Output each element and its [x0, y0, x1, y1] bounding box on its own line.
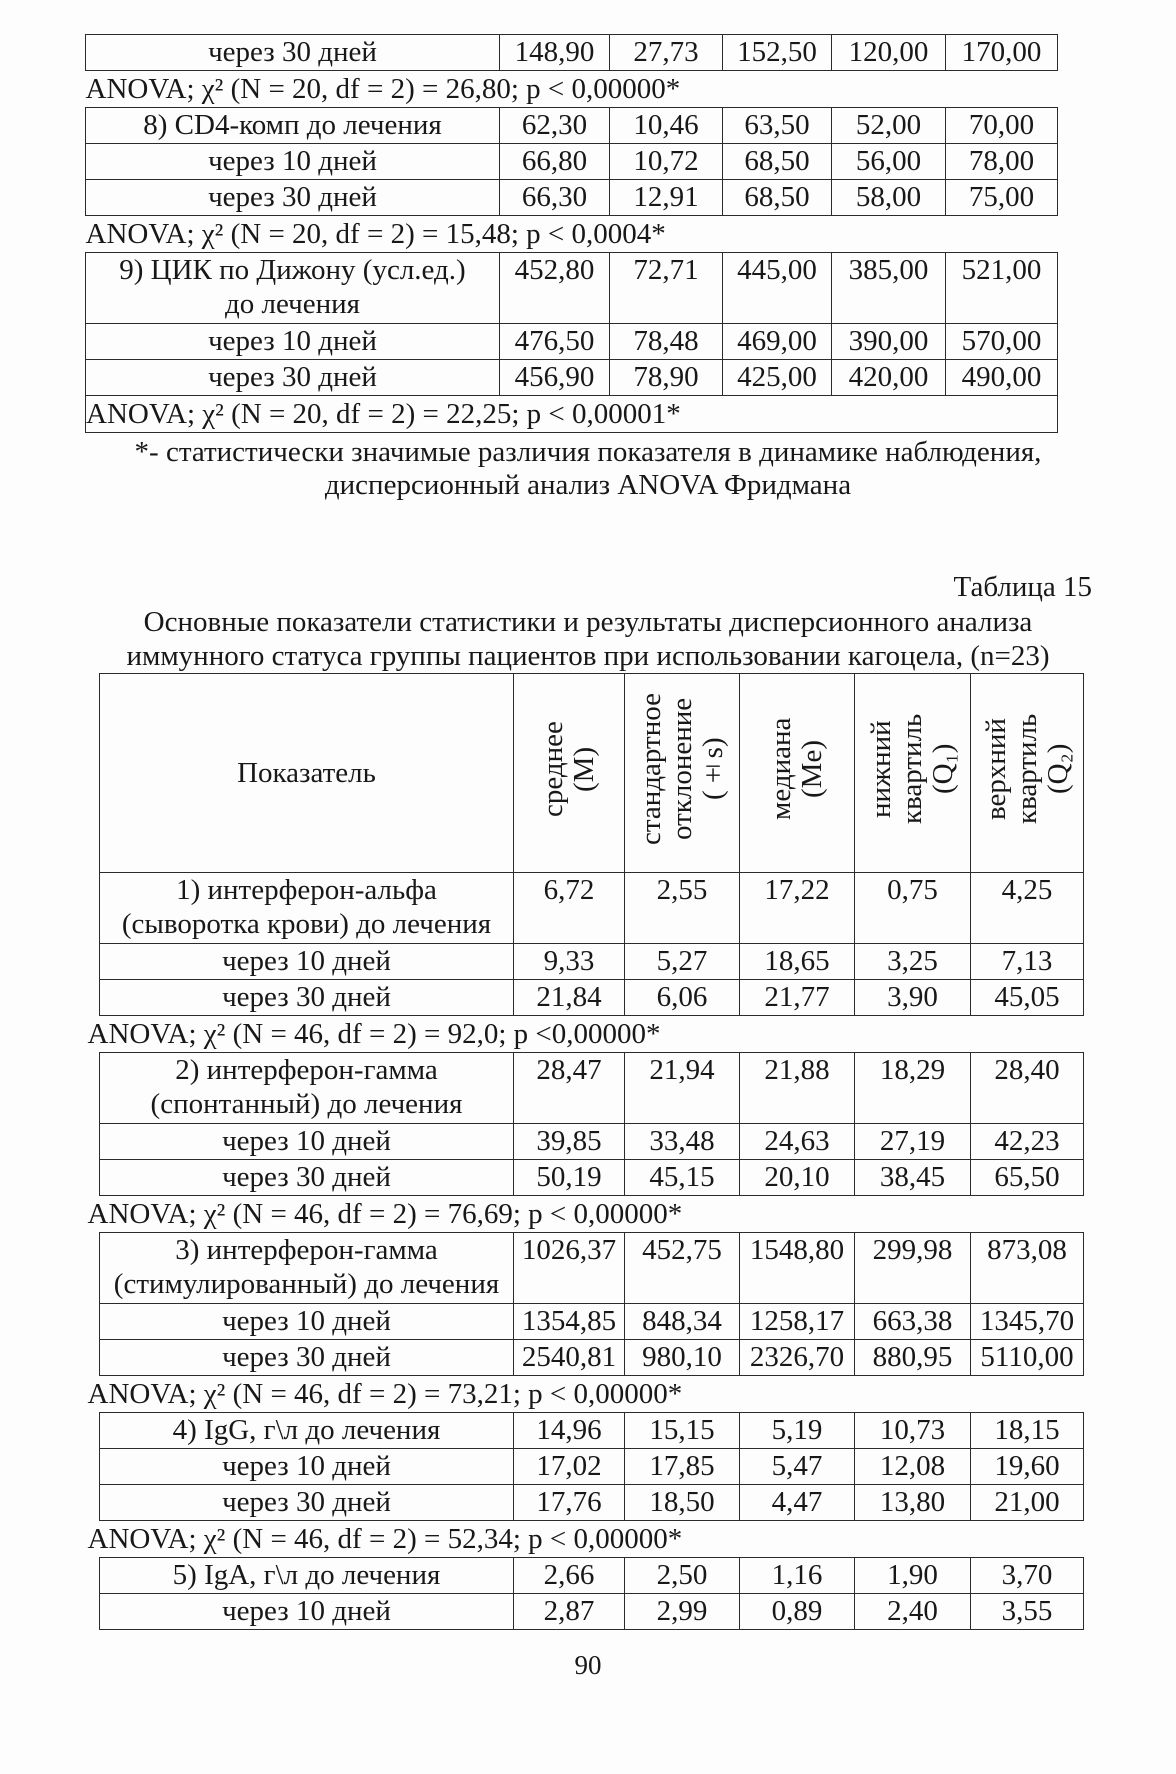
mean-value: 66,80 — [500, 144, 610, 180]
anova-cell — [87, 1016, 1084, 1053]
mean-value: 1354,85 — [514, 1304, 625, 1340]
indicator-cell — [100, 1304, 514, 1340]
median-value: 18,65 — [740, 944, 855, 980]
sd-value: 2,99 — [625, 1594, 740, 1630]
median-value: 0,89 — [740, 1594, 855, 1630]
anova-cell — [87, 1376, 1084, 1413]
indicator-label-line: через 30 дней — [208, 181, 377, 213]
median-value: 445,00 — [723, 253, 832, 324]
rotated-header-text — [538, 674, 600, 864]
results-table-15-body — [87, 873, 1084, 1630]
sd-value: 10,72 — [610, 144, 723, 180]
indicator-cell — [100, 1233, 514, 1304]
indicator-cell — [86, 253, 500, 324]
results-table-15 — [87, 673, 1084, 1630]
indicator-label-line: через 10 дней — [208, 325, 377, 357]
sd-value: 6,06 — [625, 980, 740, 1016]
table-row — [100, 1160, 1084, 1196]
indicator-cell — [100, 1053, 514, 1124]
table-row — [100, 1053, 1084, 1124]
anova-result-text: ANOVA; χ² (N = 46, df = 2) = 92,0; p <0,00000* — [87, 1018, 661, 1050]
sd-value: 2,55 — [625, 873, 740, 944]
indicator-label-line: через 10 дней — [208, 145, 377, 177]
lower-quartile-value: 3,25 — [855, 944, 971, 980]
indicator-label-line: через 10 дней — [222, 1595, 391, 1627]
mean-value: 2,66 — [514, 1558, 625, 1594]
indicator-label-line: 1) интерферон-альфа — [176, 874, 437, 906]
median-value: 21,88 — [740, 1053, 855, 1124]
header-line: отклонение — [665, 697, 698, 841]
median-value: 5,19 — [740, 1413, 855, 1449]
header-line: верхний — [979, 718, 1012, 820]
upper-quartile-value: 42,23 — [971, 1124, 1084, 1160]
table-row — [100, 873, 1084, 944]
upper-quartile-value: 70,00 — [946, 108, 1058, 144]
indicator-label-line: через 30 дней — [208, 361, 377, 393]
upper-quartile-value: 3,70 — [971, 1558, 1084, 1594]
anova-cell — [87, 1196, 1084, 1233]
rotated-header-text — [981, 674, 1074, 864]
table-row — [86, 180, 1058, 216]
mean-value: 62,30 — [500, 108, 610, 144]
anova-row — [100, 1521, 1084, 1558]
table-header — [100, 674, 1084, 873]
lower-quartile-value: 52,00 — [832, 108, 946, 144]
anova-result-text: ANOVA; χ² (N = 46, df = 2) = 73,21; p < 0,00000* — [87, 1378, 683, 1410]
indicator-label-line: (стимулированный) до лечения — [113, 1268, 500, 1300]
median-value: 1258,17 — [740, 1304, 855, 1340]
anova-row — [100, 1196, 1084, 1233]
anova-row — [86, 216, 1058, 253]
mean-value: 50,19 — [514, 1160, 625, 1196]
upper-quartile-value: 75,00 — [946, 180, 1058, 216]
sd-value: 2,50 — [625, 1558, 740, 1594]
footnote-line: дисперсионный анализ ANOVA Фридмана — [324, 469, 852, 501]
header-line: стандартное — [634, 693, 667, 845]
lower-quartile-value: 299,98 — [855, 1233, 971, 1304]
mean-value: 456,90 — [500, 360, 610, 396]
indicator-cell — [100, 1413, 514, 1449]
table-row — [100, 1124, 1084, 1160]
upper-quartile-value: 3,55 — [971, 1594, 1084, 1630]
mean-value: 66,30 — [500, 180, 610, 216]
column-header-upper-quartile — [971, 674, 1084, 873]
upper-quartile-value: 28,40 — [971, 1053, 1084, 1124]
upper-quartile-value: 1345,70 — [971, 1304, 1084, 1340]
lower-quartile-value: 27,19 — [855, 1124, 971, 1160]
sd-value: 12,91 — [610, 180, 723, 216]
indicator-cell — [86, 35, 500, 71]
median-value: 469,00 — [723, 324, 832, 360]
indicator-label-line: 4) IgG, г\л до лечения — [172, 1414, 441, 1446]
rotated-header-text — [866, 674, 959, 864]
sd-value: 17,85 — [625, 1449, 740, 1485]
header-line: квартиль — [1010, 713, 1043, 825]
sd-value: 78,48 — [610, 324, 723, 360]
mean-value: 17,76 — [514, 1485, 625, 1521]
indicator-label-line: 9) ЦИК по Дижону (усл.ед.) — [119, 254, 466, 286]
median-value: 425,00 — [723, 360, 832, 396]
table-row — [86, 324, 1058, 360]
lower-quartile-value: 2,40 — [855, 1594, 971, 1630]
upper-quartile-value: 19,60 — [971, 1449, 1084, 1485]
mean-value: 476,50 — [500, 324, 610, 360]
lower-quartile-value: 0,75 — [855, 873, 971, 944]
lower-quartile-value: 56,00 — [832, 144, 946, 180]
anova-result-text: ANOVA; χ² (N = 46, df = 2) = 52,34; p < 0,00000* — [87, 1523, 683, 1555]
table-row — [100, 1558, 1084, 1594]
table-row — [86, 35, 1058, 71]
indicator-label-line: через 30 дней — [222, 1486, 391, 1518]
median-value: 63,50 — [723, 108, 832, 144]
column-header-median — [740, 674, 855, 873]
indicator-cell — [86, 360, 500, 396]
mean-value: 6,72 — [514, 873, 625, 944]
header-line: (Q₁) — [927, 743, 959, 795]
lower-quartile-value: 3,90 — [855, 980, 971, 1016]
table-row — [100, 1413, 1084, 1449]
indicator-cell — [100, 980, 514, 1016]
table-row — [86, 360, 1058, 396]
sd-value: 5,27 — [625, 944, 740, 980]
indicator-label-line: через 10 дней — [222, 945, 391, 977]
table-header-row — [100, 674, 1084, 873]
table-row — [100, 980, 1084, 1016]
mean-value: 9,33 — [514, 944, 625, 980]
table-row — [86, 144, 1058, 180]
sd-value: 21,94 — [625, 1053, 740, 1124]
upper-quartile-value: 5110,00 — [971, 1340, 1084, 1376]
indicator-cell — [100, 1449, 514, 1485]
table-caption-line: Основные показатели статистики и результаты дисперсионного анализа — [143, 606, 1033, 638]
mean-value: 1026,37 — [514, 1233, 625, 1304]
indicator-label-line: 8) CD4-комп до лечения — [143, 109, 442, 141]
results-table-continued — [85, 34, 1058, 433]
sd-value: 45,15 — [625, 1160, 740, 1196]
indicator-label-line: 3) интерферон-гамма — [175, 1234, 438, 1266]
sd-value: 15,15 — [625, 1413, 740, 1449]
header-line: (Me) — [796, 740, 828, 798]
results-table-continued-body — [86, 35, 1058, 433]
table-caption-line: иммунного статуса группы пациентов при использовании кагоцела, (n=23) — [126, 640, 1050, 672]
mean-value: 17,02 — [514, 1449, 625, 1485]
lower-quartile-value: 385,00 — [832, 253, 946, 324]
header-line: нижний — [865, 720, 897, 818]
upper-quartile-value: 490,00 — [946, 360, 1058, 396]
indicator-cell — [100, 1594, 514, 1630]
lower-quartile-value: 18,29 — [855, 1053, 971, 1124]
mean-value: 2,87 — [514, 1594, 625, 1630]
sd-value: 848,34 — [625, 1304, 740, 1340]
mean-value: 28,47 — [514, 1053, 625, 1124]
indicator-cell — [100, 1558, 514, 1594]
header-line: среднее — [537, 721, 569, 817]
sd-value: 10,46 — [610, 108, 723, 144]
median-value: 152,50 — [723, 35, 832, 71]
indicator-label-line: через 30 дней — [222, 1161, 391, 1193]
page-number: 90 — [574, 1650, 602, 1680]
anova-result-text: ANOVA; χ² (N = 20, df = 2) = 15,48; p < 0,0004* — [85, 218, 666, 250]
anova-cell — [86, 71, 1058, 108]
indicator-label-line: 2) интерферон-гамма — [175, 1054, 438, 1086]
lower-quartile-value: 12,08 — [855, 1449, 971, 1485]
indicator-label-line: через 10 дней — [222, 1125, 391, 1157]
median-value: 68,50 — [723, 180, 832, 216]
table-row — [86, 253, 1058, 324]
upper-quartile-value: 45,05 — [971, 980, 1084, 1016]
anova-row — [100, 1016, 1084, 1053]
lower-quartile-value: 420,00 — [832, 360, 946, 396]
column-header-mean — [514, 674, 625, 873]
sd-value: 72,71 — [610, 253, 723, 324]
table-row — [100, 1304, 1084, 1340]
indicator-label-line: через 30 дней — [222, 1341, 391, 1373]
upper-quartile-value: 873,08 — [971, 1233, 1084, 1304]
anova-cell — [86, 396, 1058, 433]
indicator-label-line: через 10 дней — [222, 1305, 391, 1337]
sd-value: 452,75 — [625, 1233, 740, 1304]
rotated-header-text — [636, 674, 729, 864]
header-line: медиана — [765, 717, 797, 821]
upper-quartile-value: 65,50 — [971, 1160, 1084, 1196]
mean-value: 452,80 — [500, 253, 610, 324]
anova-row — [86, 396, 1058, 433]
indicator-cell — [100, 873, 514, 944]
median-value: 24,63 — [740, 1124, 855, 1160]
lower-quartile-value: 13,80 — [855, 1485, 971, 1521]
sd-value: 78,90 — [610, 360, 723, 396]
table-row — [100, 1485, 1084, 1521]
indicator-cell — [86, 144, 500, 180]
table-row — [100, 1233, 1084, 1304]
header-line: (±s) — [696, 737, 729, 801]
upper-quartile-value: 18,15 — [971, 1413, 1084, 1449]
upper-quartile-value: 521,00 — [946, 253, 1058, 324]
lower-quartile-value: 1,90 — [855, 1558, 971, 1594]
indicator-label-line: через 10 дней — [222, 1450, 391, 1482]
mean-value: 148,90 — [500, 35, 610, 71]
indicator-label-line: до лечения — [225, 288, 360, 320]
anova-cell — [87, 1521, 1084, 1558]
table-row — [86, 108, 1058, 144]
indicator-cell — [86, 180, 500, 216]
mean-value: 14,96 — [514, 1413, 625, 1449]
anova-result-text: ANOVA; χ² (N = 20, df = 2) = 26,80; p < 0,00000* — [85, 73, 681, 105]
table-row — [100, 944, 1084, 980]
median-value: 5,47 — [740, 1449, 855, 1485]
median-value: 2326,70 — [740, 1340, 855, 1376]
mean-value: 39,85 — [514, 1124, 625, 1160]
sd-value: 18,50 — [625, 1485, 740, 1521]
column-header-indicator: Показатель — [100, 674, 514, 873]
median-value: 17,22 — [740, 873, 855, 944]
header-line: квартиль — [896, 713, 928, 825]
upper-quartile-value: 170,00 — [946, 35, 1058, 71]
indicator-label-line: (спонтанный) до лечения — [150, 1088, 463, 1120]
column-header-sd — [625, 674, 740, 873]
sd-value: 980,10 — [625, 1340, 740, 1376]
upper-quartile-value: 78,00 — [946, 144, 1058, 180]
indicator-cell — [86, 324, 500, 360]
anova-row — [86, 71, 1058, 108]
indicator-cell — [100, 1124, 514, 1160]
table-number-label: Таблица 15 — [953, 571, 1092, 603]
footnote-line: *- статистически значимые различия показателя в динамике наблюдения, — [134, 436, 1042, 468]
sd-value: 27,73 — [610, 35, 723, 71]
anova-row — [100, 1376, 1084, 1413]
median-value: 1548,80 — [740, 1233, 855, 1304]
indicator-cell — [100, 944, 514, 980]
indicator-cell — [100, 1485, 514, 1521]
upper-quartile-value: 570,00 — [946, 324, 1058, 360]
upper-quartile-value: 21,00 — [971, 1485, 1084, 1521]
indicator-cell — [100, 1340, 514, 1376]
mean-value: 2540,81 — [514, 1340, 625, 1376]
anova-cell — [86, 216, 1058, 253]
lower-quartile-value: 10,73 — [855, 1413, 971, 1449]
lower-quartile-value: 38,45 — [855, 1160, 971, 1196]
table-row — [100, 1340, 1084, 1376]
median-value: 1,16 — [740, 1558, 855, 1594]
indicator-cell — [100, 1160, 514, 1196]
lower-quartile-value: 880,95 — [855, 1340, 971, 1376]
sd-value: 33,48 — [625, 1124, 740, 1160]
upper-quartile-value: 4,25 — [971, 873, 1084, 944]
anova-result-text: ANOVA; χ² (N = 20, df = 2) = 22,25; p < 0,00001* — [86, 398, 681, 430]
header-line: (Q₂) — [1041, 743, 1074, 795]
indicator-label-line: через 30 дней — [222, 981, 391, 1013]
lower-quartile-value: 663,38 — [855, 1304, 971, 1340]
indicator-label-line: через 30 дней — [208, 36, 377, 68]
column-header-lower-quartile — [855, 674, 971, 873]
indicator-label-line: (сыворотка крови) до лечения — [121, 908, 492, 940]
upper-quartile-value: 7,13 — [971, 944, 1084, 980]
lower-quartile-value: 120,00 — [832, 35, 946, 71]
median-value: 68,50 — [723, 144, 832, 180]
median-value: 20,10 — [740, 1160, 855, 1196]
lower-quartile-value: 390,00 — [832, 324, 946, 360]
median-value: 21,77 — [740, 980, 855, 1016]
mean-value: 21,84 — [514, 980, 625, 1016]
rotated-header-text — [766, 674, 828, 864]
table-row — [100, 1449, 1084, 1485]
median-value: 4,47 — [740, 1485, 855, 1521]
lower-quartile-value: 58,00 — [832, 180, 946, 216]
table-row — [100, 1594, 1084, 1630]
indicator-cell — [86, 108, 500, 144]
anova-result-text: ANOVA; χ² (N = 46, df = 2) = 76,69; p < 0,00000* — [87, 1198, 683, 1230]
header-line: (M) — [568, 746, 600, 792]
indicator-label-line: 5) IgA, г\л до лечения — [172, 1559, 441, 1591]
